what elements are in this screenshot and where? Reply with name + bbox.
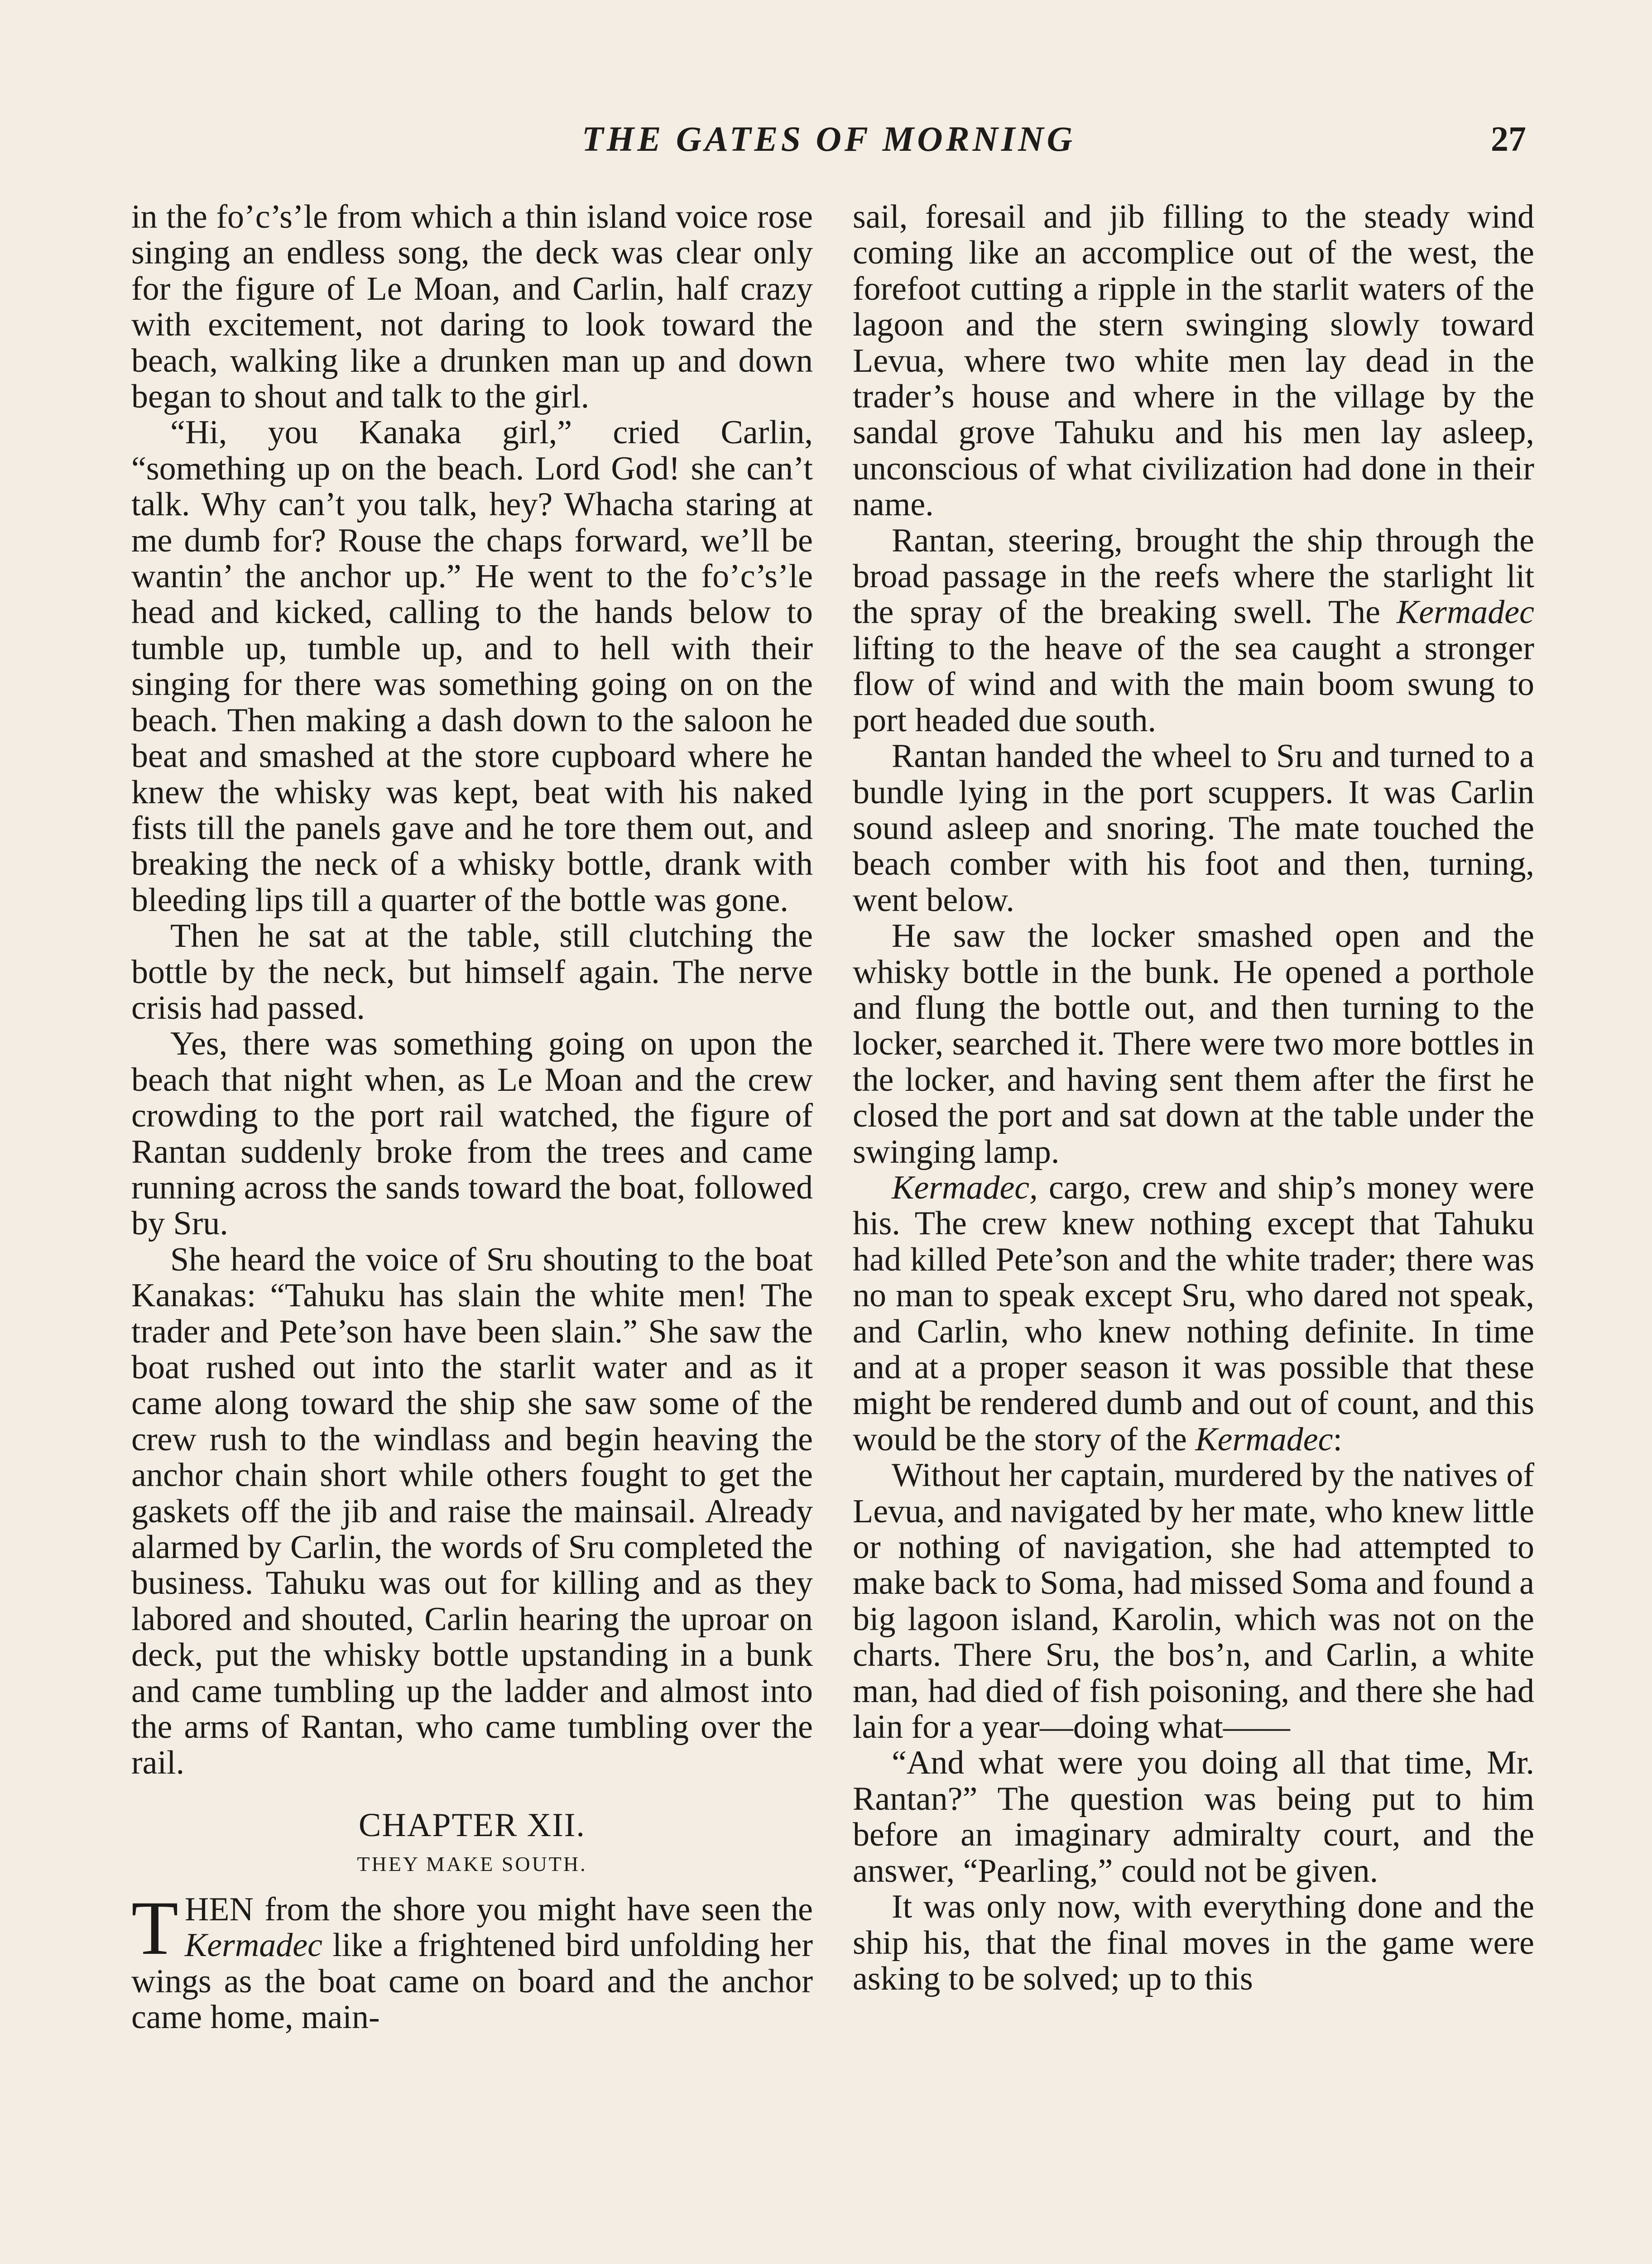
text-run: Rantan, steering, brought the ship through the broad passage in the reefs where the starlight lit the spray of the breaking swell. The bbox=[853, 522, 1534, 631]
opening-text: HEN from the shore you might have seen the bbox=[184, 1890, 813, 1928]
paragraph: Rantan handed the wheel to Sru and turned to a bundle lying in the port scuppers. It was Carlin sound asleep and snoring. The mate touched the beach comber with his foot and then, turning, went below. bbox=[853, 738, 1534, 919]
ship-name: Kermadec bbox=[1396, 594, 1534, 631]
page-number: 27 bbox=[1491, 119, 1526, 158]
ship-name: Kermadec bbox=[184, 1927, 322, 1964]
paragraph bbox=[853, 1170, 1534, 1458]
paragraph: Without her captain, murdered by the natives of Levua, and navigated by her mate, who knew little or nothing of navigation, she had attempted to make back to Soma, had missed Soma and found a big lagoon island, Karolin, which was not on the charts. There Sru, the bos’n, and Carlin, a white man, had died of fish poisoning, and there she had lain for a year—doing what—— bbox=[853, 1457, 1534, 1746]
left-column bbox=[131, 199, 813, 2036]
paragraph: sail, foresail and jib filling to the steady wind coming like an accomplice out of the west, the forefoot cutting a ripple in the starlit waters of the lagoon and the stern swinging slowly toward Levua, where two white men lay dead in the trader’s house and where in the village by the sandal grove Tahuku and his men lay asleep, unconscious of what civilization had done in their name. bbox=[853, 198, 1534, 523]
paragraph: She heard the voice of Sru shouting to the boat Kanakas: “Tahuku has slain the white men! The trader and Pete’son have been slain.” She saw the boat rushed out into the starlit water and as it came along toward the ship she saw some of the crew rush to the windlass and begin heaving the anchor chain short while others fought to get the gaskets off the jib and raise the mainsail. Already alarmed by Carlin, the words of Sru completed the business. Tahuku was out for killing and as they labored and shouted, Carlin hearing the uproar on deck, put the whisky bottle upstanding in a bunk and came tumbling up the ladder and almost into the arms of Rantan, who came tumbling over the rail. bbox=[131, 1241, 813, 1782]
ship-name: Kermadec, bbox=[892, 1169, 1038, 1206]
ship-name: Kermadec bbox=[1195, 1420, 1333, 1458]
chapter-opening-paragraph bbox=[131, 1885, 813, 2036]
paragraph: “And what were you doing all that time, Mr. Rantan?” The question was being put to him before an imaginary admiralty court, and the answer, “Pearling,” could not be given. bbox=[853, 1744, 1534, 1890]
paragraph: in the fo’c’s’le from which a thin island voice rose singing an endless song, the deck was clear only for the figure of Le Moan, and Carlin, half crazy with excitement, not daring to look toward the beach, walking like a drunken man up and down began to shout and talk to the girl. bbox=[131, 198, 813, 416]
paragraph: Then he sat at the table, still clutching the bottle by the neck, but himself again. The nerve crisis had passed. bbox=[131, 917, 813, 1026]
text-run: : bbox=[1333, 1420, 1342, 1458]
paragraph: Yes, there was something going on upon the beach that night when, as Le Moan and the crew crowding to the port rail watched, the figure of Rantan suddenly broke from the trees and came running across the sands toward the boat, followed by Sru. bbox=[131, 1025, 813, 1242]
paragraph bbox=[853, 523, 1534, 739]
paragraph: He saw the locker smashed open and the whisky bottle in the bunk. He opened a porthole and flung the bottle out, and then turning to the locker, searched it. There were two more bottles in the locker, and having sent them after the first he closed the port and sat down at the table under the swinging lamp. bbox=[853, 917, 1534, 1170]
drop-cap: T bbox=[131, 1885, 178, 1971]
paragraph: “Hi, you Kanaka girl,” cried Carlin, “something up on the beach. Lord God! she can’t talk. Why can’t you talk, hey? Whacha staring at me dumb for? Rouse the chaps forward, we’ll be wantin’ the anchor up.” He went to the fo’c’s’le head and kicked, calling to the hands below to tumble up, tumble up, and to hell with their singing for there was something going on on the beach. Then making a dash down to the saloon he beat and smashed at the store cupboard where he knew the whisky was kept, beat with his naked fists till the panels gave and he tore them out, and breaking the neck of a whisky bottle, drank with bleeding lips till a quarter of the bottle was gone. bbox=[131, 414, 813, 919]
text-run: cargo, crew and ship’s money were his. The crew knew nothing except that Tahuku had killed Pete’son and the white trader; there was no man to speak except Sru, who dared not speak, and Carlin, who knew nothing definite. In time and at a proper season it was possible that these might be rendered dumb and out of count, and this would be the story of the bbox=[853, 1169, 1534, 1458]
opening-text-cont: like a frightened bird unfolding her wings as the boat came on board and the anchor came home, main- bbox=[131, 1927, 813, 2036]
chapter-subtitle: THEY MAKE SOUTH. bbox=[357, 1852, 587, 1875]
paragraph: It was only now, with everything done and the ship his, that the final moves in the game were asking to be solved; up to this bbox=[853, 1888, 1534, 1997]
page-header bbox=[122, 119, 1535, 168]
running-title: THE GATES OF MORNING bbox=[582, 119, 1076, 158]
chapter-heading: CHAPTER XII. bbox=[359, 1806, 586, 1844]
text-run: lifting to the heave of the sea caught a stronger flow of wind and with the main boom swung to port headed due south. bbox=[853, 629, 1534, 739]
right-column bbox=[853, 199, 1534, 1997]
